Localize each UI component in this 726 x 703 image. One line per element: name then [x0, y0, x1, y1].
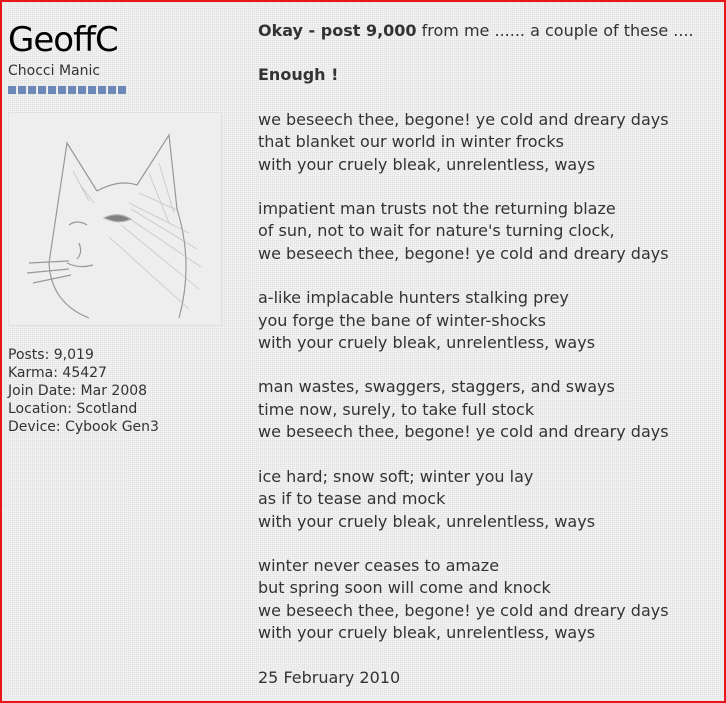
- reputation-bar: [8, 86, 238, 94]
- user-title: Chocci Manic: [8, 63, 101, 79]
- user-stat-device: Device: Cybook Gen3: [8, 419, 159, 435]
- poem-line: ice hard; snow soft; winter you lay: [258, 466, 534, 486]
- reputation-pip: [98, 86, 106, 94]
- user-info: [8, 346, 238, 436]
- poem: [258, 109, 720, 667]
- username-link[interactable]: GeoffC: [8, 20, 118, 60]
- poem-stanza: [258, 555, 720, 645]
- reputation-pip: [118, 86, 126, 94]
- reputation-pip: [88, 86, 96, 94]
- poem-line: impatient man trusts not the returning blaze: [258, 199, 616, 219]
- poem-line: winter never ceases to amaze: [258, 555, 500, 575]
- poem-line: a-like implacable hunters stalking prey: [258, 288, 569, 308]
- user-stat-location: Location: Scotland: [8, 401, 138, 417]
- poem-line: man wastes, swaggers, staggers, and sways: [258, 377, 615, 397]
- poem-line: as if to tease and mock: [258, 489, 446, 509]
- reputation-pip: [28, 86, 36, 94]
- reputation-pip: [68, 86, 76, 94]
- reputation-pip: [48, 86, 56, 94]
- user-stat-join-date: Join Date: Mar 2008: [8, 383, 148, 399]
- reputation-pip: [58, 86, 66, 94]
- user-stat-karma: Karma: 45427: [8, 365, 107, 381]
- reputation-pip: [108, 86, 116, 94]
- poem-line: time now, surely, to take full stock: [258, 399, 535, 419]
- post-body: [258, 20, 720, 689]
- poem-line: you forge the bane of winter-shocks: [258, 310, 546, 330]
- user-sidebar: [8, 20, 238, 436]
- user-avatar[interactable]: [8, 112, 222, 326]
- post-date: 25 February 2010: [258, 667, 401, 687]
- poem-line: with your cruely bleak, unrelentless, ways: [258, 511, 596, 531]
- poem-stanza: [258, 287, 720, 354]
- poem-line: we beseech thee, begone! ye cold and dreary days: [258, 600, 669, 620]
- poem-stanza: [258, 376, 720, 443]
- poem-stanza: [258, 109, 720, 176]
- poem-line: we beseech thee, begone! ye cold and dreary days: [258, 109, 669, 129]
- reputation-pip: [78, 86, 86, 94]
- cat-avatar-icon: [9, 113, 221, 325]
- reputation-pip: [8, 86, 16, 94]
- poem-line: we beseech thee, begone! ye cold and dreary days: [258, 243, 669, 263]
- poem-line: with your cruely bleak, unrelentless, ways: [258, 623, 596, 643]
- poem-stanza: [258, 466, 720, 533]
- poem-line: but spring soon will come and knock: [258, 578, 551, 598]
- poem-stanza: [258, 198, 720, 265]
- reputation-pip: [18, 86, 26, 94]
- poem-line: with your cruely bleak, unrelentless, ways: [258, 333, 596, 353]
- poem-line: with your cruely bleak, unrelentless, ways: [258, 154, 596, 174]
- user-stat-posts: Posts: 9,019: [8, 347, 94, 363]
- post-intro: Okay - post 9,000 from me ...... a couple of these ....: [258, 21, 694, 40]
- post-heading: Enough !: [258, 65, 339, 85]
- poem-line: of sun, not to wait for nature's turning clock,: [258, 221, 615, 241]
- poem-line: we beseech thee, begone! ye cold and dreary days: [258, 422, 669, 442]
- poem-line: that blanket our world in winter frocks: [258, 132, 564, 152]
- reputation-pip: [38, 86, 46, 94]
